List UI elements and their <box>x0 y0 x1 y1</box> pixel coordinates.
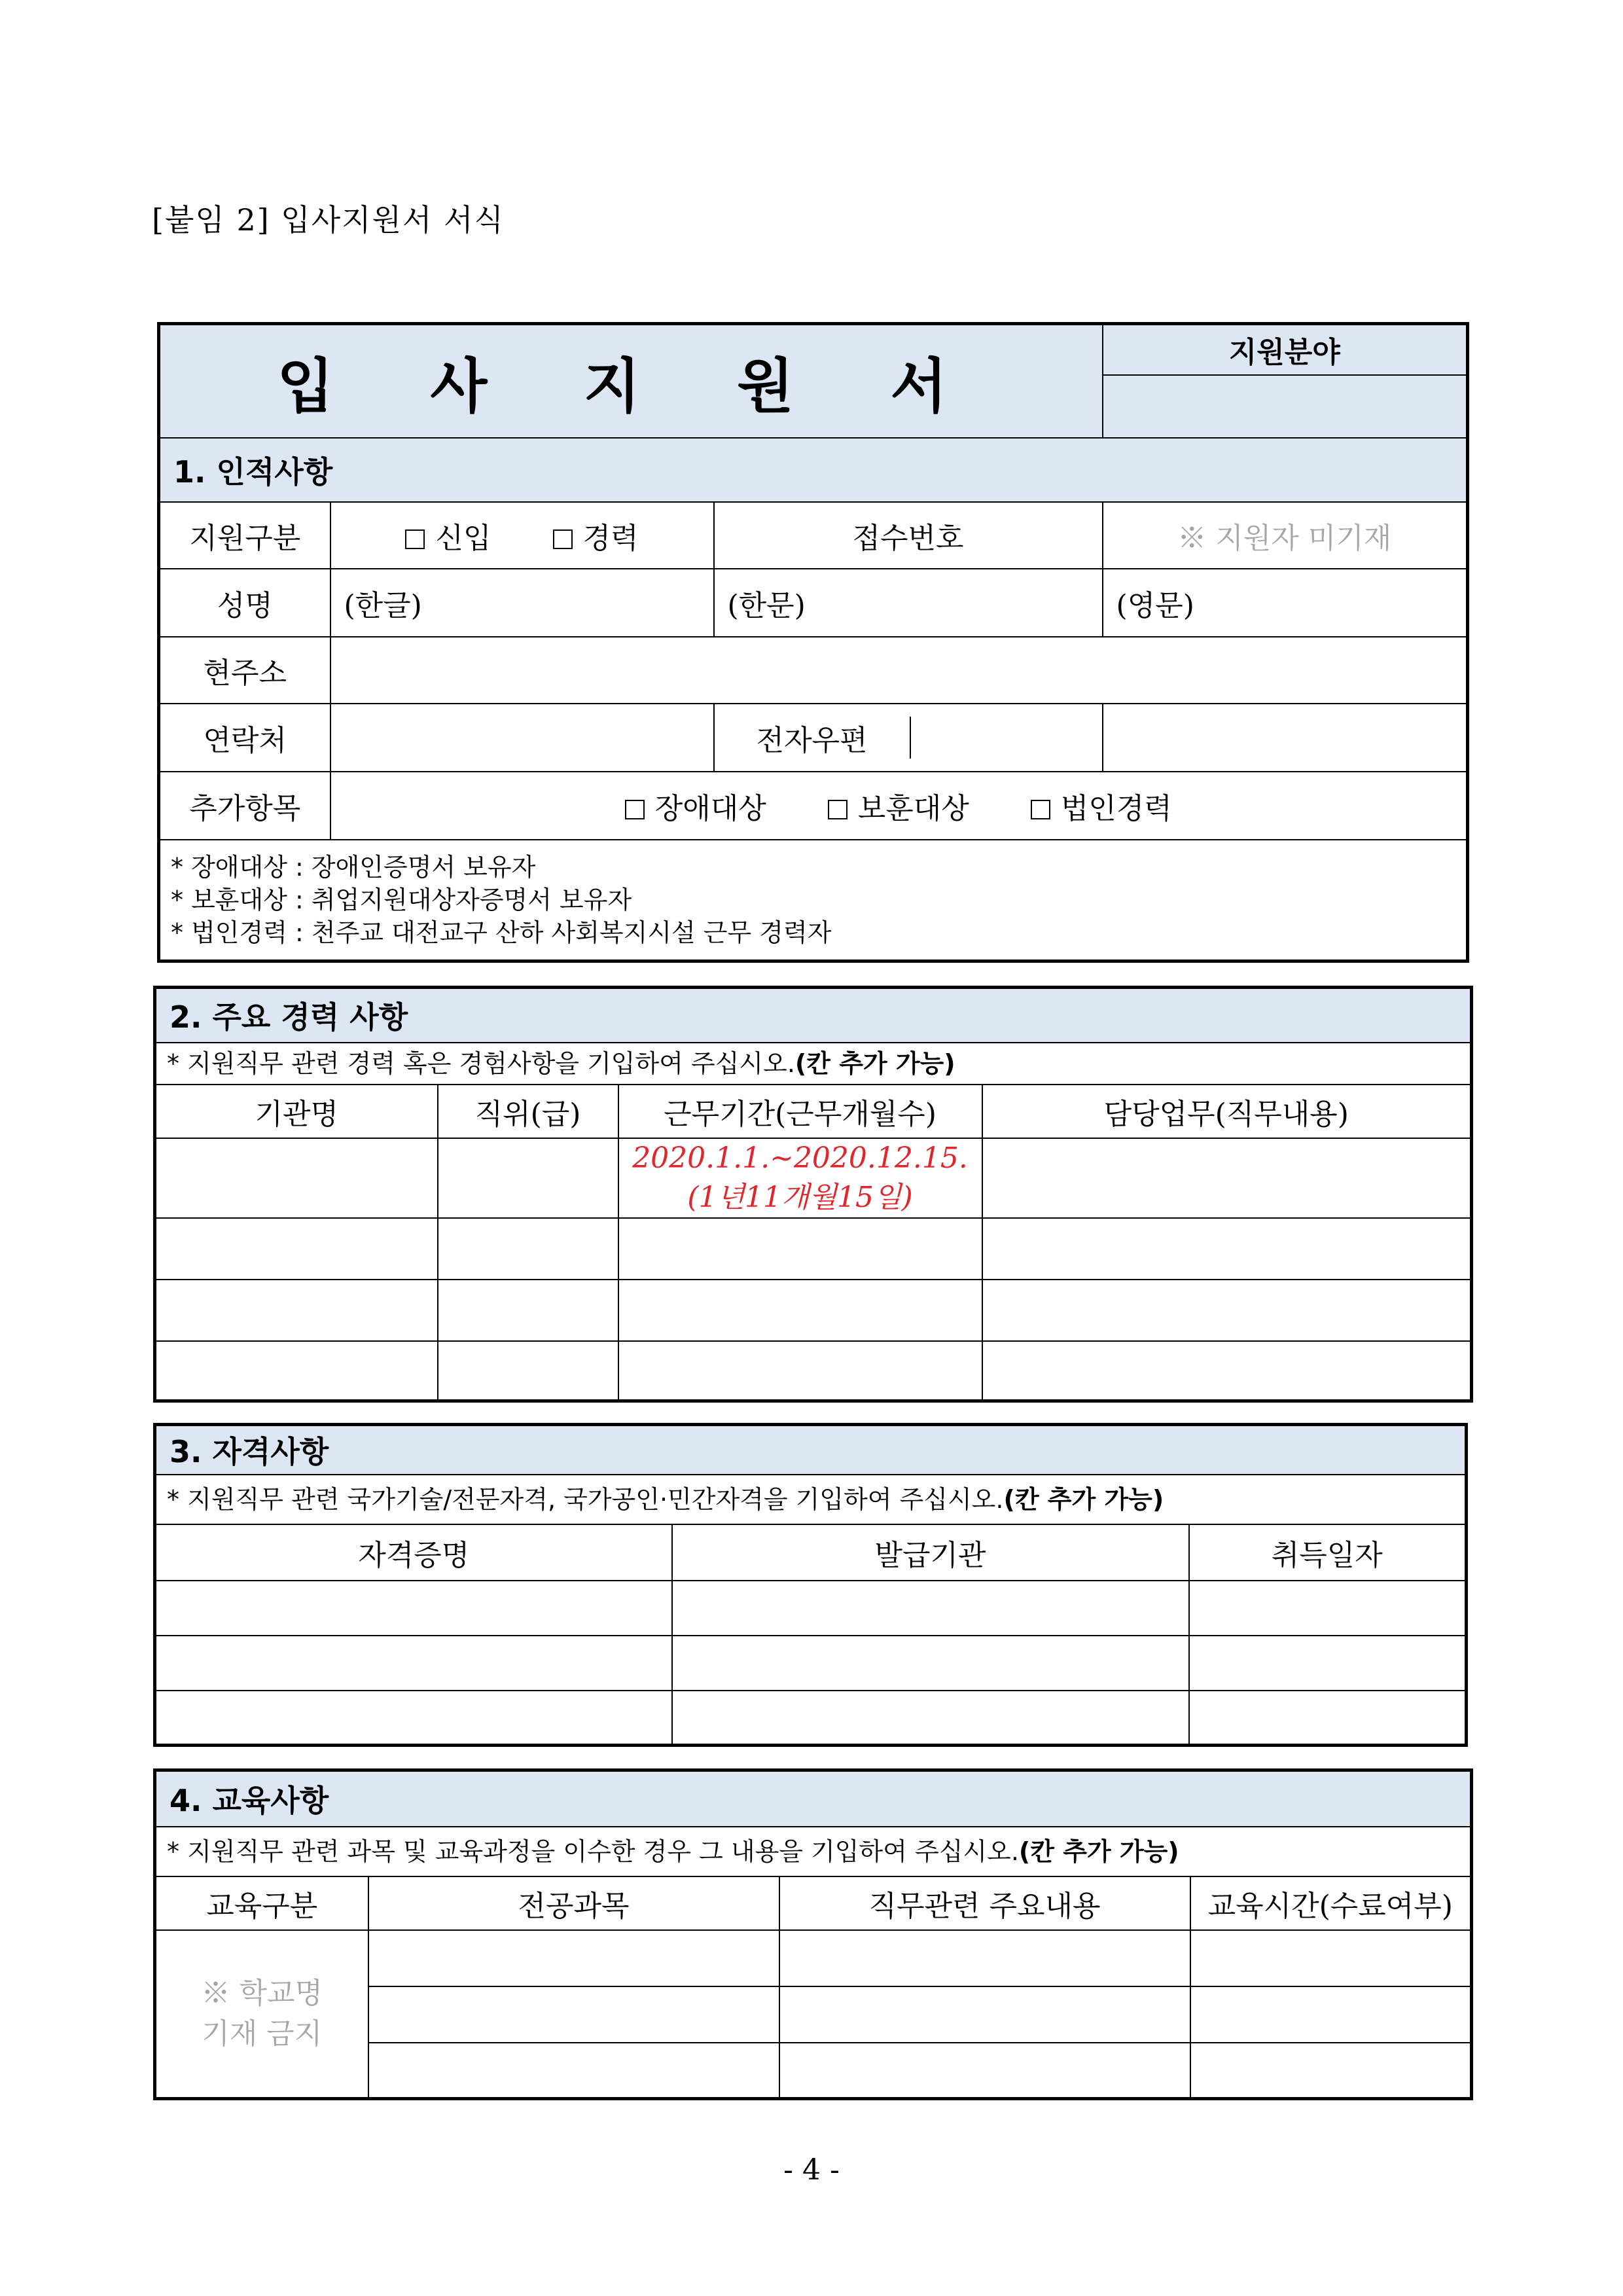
field-input[interactable] <box>1103 375 1468 438</box>
example-months-text: (1년11개월15일) <box>687 1180 913 1214</box>
address-label: 현주소 <box>159 637 330 704</box>
career-example-period[interactable] <box>618 1138 982 1218</box>
personal-info-table <box>157 322 1469 963</box>
section2-note <box>155 1043 1472 1085</box>
career-cell[interactable] <box>155 1280 438 1341</box>
email-label: 전자우편 <box>715 717 911 759</box>
cert-cell[interactable] <box>672 1691 1189 1746</box>
career-cell[interactable] <box>438 1341 618 1401</box>
col-major: 전공과목 <box>368 1876 779 1930</box>
option-career-label: 경력 <box>582 521 639 555</box>
section3-note-text: * 지원직무 관련 국가기술/전문자격, 국가공인·민간자격을 기입하여 주십시오. <box>167 1484 1004 1514</box>
section1-notes <box>159 840 1468 961</box>
career-cell[interactable] <box>982 1138 1472 1218</box>
section3-note-bold: (칸 추가 가능) <box>1003 1484 1164 1514</box>
option-corporate-label: 법인경력 <box>1060 791 1172 825</box>
apply-type-label: 지원구분 <box>159 502 330 569</box>
school-note <box>155 1930 368 2099</box>
field-label: 지원분야 <box>1103 324 1468 375</box>
note-line: * 장애대상 : 장애인증명서 보유자 <box>171 852 536 882</box>
col-duty: 담당업무(직무내용) <box>982 1085 1472 1138</box>
page-number: - 4 - <box>783 2153 840 2187</box>
cert-cell[interactable] <box>1189 1691 1467 1746</box>
col-date: 취득일자 <box>1189 1524 1467 1581</box>
checkbox-icon[interactable] <box>405 529 425 549</box>
form-title: 입 사 지 원 서 <box>159 324 1103 438</box>
option-disability[interactable] <box>625 785 766 827</box>
col-org: 기관명 <box>155 1085 438 1138</box>
section4-note <box>155 1827 1472 1876</box>
career-cell[interactable] <box>618 1218 982 1280</box>
col-cert-name: 자격증명 <box>155 1524 672 1581</box>
cert-cell[interactable] <box>1189 1581 1467 1636</box>
career-cell[interactable] <box>982 1218 1472 1280</box>
section4-title: 4. 교육사항 <box>155 1770 1472 1827</box>
career-table <box>153 986 1473 1403</box>
school-note-line1: ※ 학교명 <box>201 1976 323 2010</box>
edu-cell[interactable] <box>368 1930 779 1986</box>
receipt-note: ※ 지원자 미기재 <box>1103 502 1468 569</box>
career-cell[interactable] <box>438 1280 618 1341</box>
email-field-a[interactable] <box>911 717 1102 759</box>
col-content: 직무관련 주요내용 <box>779 1876 1190 1930</box>
name-english-field[interactable]: (영문) <box>1103 569 1468 637</box>
education-table <box>153 1768 1473 2100</box>
school-note-line2: 기재 금지 <box>202 2017 323 2051</box>
apply-type-options <box>330 502 714 569</box>
option-veteran[interactable] <box>828 785 969 827</box>
extra-options <box>330 772 1468 840</box>
edu-cell[interactable] <box>1190 2043 1472 2099</box>
checkbox-icon[interactable] <box>553 529 573 549</box>
col-position: 직위(급) <box>438 1085 618 1138</box>
career-cell[interactable] <box>155 1138 438 1218</box>
receipt-label: 접수번호 <box>714 502 1103 569</box>
section3-note <box>155 1475 1467 1524</box>
attachment-title: [붙임 2] 입사지원서 서식 <box>152 202 505 238</box>
career-cell[interactable] <box>438 1218 618 1280</box>
career-cell[interactable] <box>618 1280 982 1341</box>
cert-cell[interactable] <box>672 1636 1189 1691</box>
option-new-label: 신입 <box>435 521 491 555</box>
option-corporate[interactable] <box>1031 785 1172 827</box>
cert-cell[interactable] <box>155 1636 672 1691</box>
cert-cell[interactable] <box>1189 1636 1467 1691</box>
career-cell[interactable] <box>438 1138 618 1218</box>
option-new[interactable] <box>405 514 491 556</box>
col-period: 근무기간(근무개월수) <box>618 1085 982 1138</box>
cert-cell[interactable] <box>155 1691 672 1746</box>
section2-title: 2. 주요 경력 사항 <box>155 988 1472 1043</box>
edu-cell[interactable] <box>1190 1986 1472 2043</box>
name-korean-field[interactable]: (한글) <box>330 569 714 637</box>
edu-cell[interactable] <box>779 1930 1190 1986</box>
email-field[interactable] <box>1103 704 1468 772</box>
career-cell[interactable] <box>155 1341 438 1401</box>
section4-note-bold: (칸 추가 가능) <box>1018 1837 1179 1866</box>
edu-cell[interactable] <box>368 1986 779 2043</box>
col-edu-type: 교육구분 <box>155 1876 368 1930</box>
col-issuer: 발급기관 <box>672 1524 1189 1581</box>
contact-field[interactable] <box>330 704 714 772</box>
option-disability-label: 장애대상 <box>654 791 766 825</box>
cert-cell[interactable] <box>155 1581 672 1636</box>
section1-title: 1. 인적사항 <box>159 438 1468 502</box>
example-period-text: 2020.1.1.~2020.12.15. <box>632 1141 968 1175</box>
edu-cell[interactable] <box>779 1986 1190 2043</box>
name-label: 성명 <box>159 569 330 637</box>
note-line: * 보훈대상 : 취업지원대상자증명서 보유자 <box>171 885 632 914</box>
checkbox-icon[interactable] <box>1031 800 1050 819</box>
checkbox-icon[interactable] <box>828 800 847 819</box>
note-line: * 법인경력 : 천주교 대전교구 산하 사회복지시설 근무 경력자 <box>171 918 832 947</box>
section4-note-text: * 지원직무 관련 과목 및 교육과정을 이수한 경우 그 내용을 기입하여 주십시오. <box>167 1837 1019 1866</box>
option-career[interactable] <box>553 514 639 556</box>
career-cell[interactable] <box>618 1341 982 1401</box>
cert-cell[interactable] <box>672 1581 1189 1636</box>
certification-table <box>153 1423 1468 1747</box>
career-cell[interactable] <box>155 1218 438 1280</box>
col-hours: 교육시간(수료여부) <box>1190 1876 1472 1930</box>
extra-label: 추가항목 <box>159 772 330 840</box>
email-split-cell <box>714 704 1103 772</box>
checkbox-icon[interactable] <box>625 800 645 819</box>
edu-cell[interactable] <box>368 2043 779 2099</box>
career-cell[interactable] <box>982 1341 1472 1401</box>
address-field[interactable] <box>330 637 1468 704</box>
option-veteran-label: 보훈대상 <box>857 791 969 825</box>
section3-title: 3. 자격사항 <box>155 1425 1467 1475</box>
name-hanja-field[interactable]: (한문) <box>714 569 1103 637</box>
section2-note-text: * 지원직무 관련 경력 혹은 경험사항을 기입하여 주십시오. <box>167 1049 795 1078</box>
edu-cell[interactable] <box>779 2043 1190 2099</box>
section2-note-bold: (칸 추가 가능) <box>794 1049 955 1078</box>
contact-label: 연락처 <box>159 704 330 772</box>
career-cell[interactable] <box>982 1280 1472 1341</box>
edu-cell[interactable] <box>1190 1930 1472 1986</box>
